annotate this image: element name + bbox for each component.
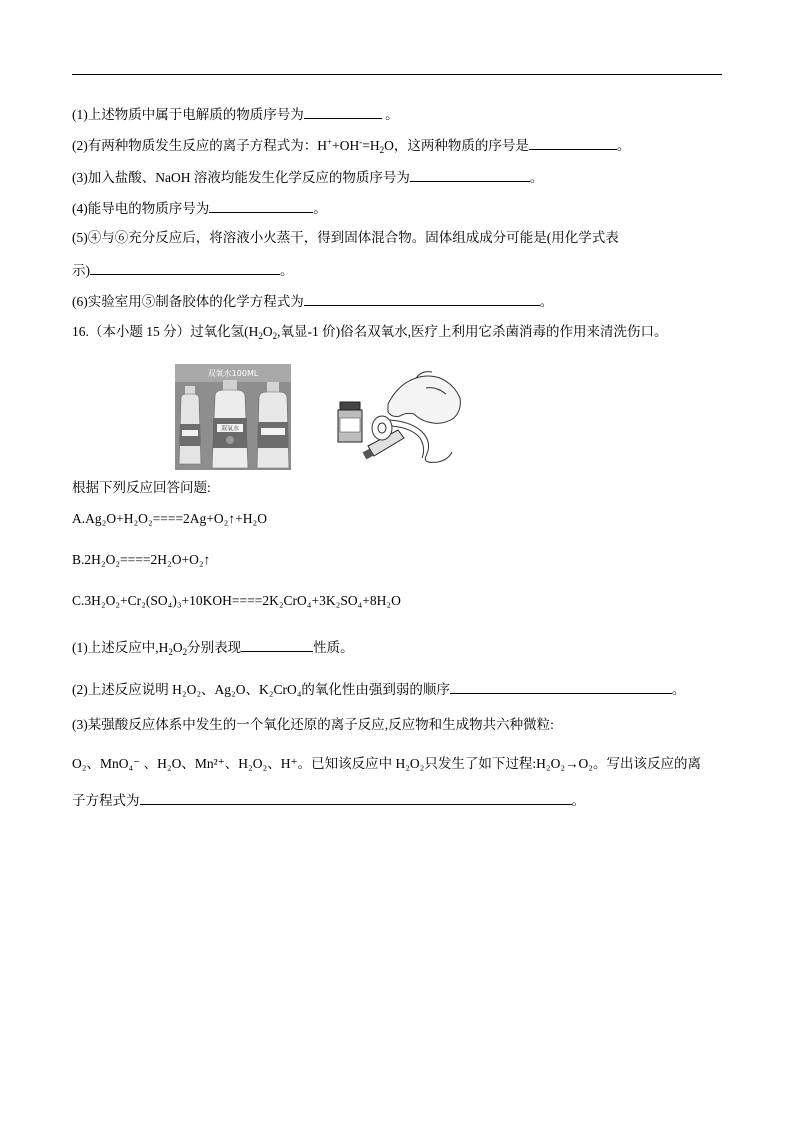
q15-4: (4)能导电的物质序号为 。 [72, 198, 327, 218]
svg-text:双氧水100ML: 双氧水100ML [207, 369, 259, 378]
medicine-bottle-icon [338, 402, 362, 442]
q15-5b: 示) 。 [72, 260, 294, 280]
answer-blank[interactable] [241, 637, 313, 652]
q15-2: (2)有两种物质发生反应的离子方程式为：$H^++OH^-=H_2O$，这两种物质的序号是 。 [72, 137, 631, 155]
q15-5a: (5)④与⑥充分反应后，将溶液小火蒸干，得到固体混合物。固体组成成分可能是(用化学式表 [72, 230, 619, 245]
answer-blank[interactable] [410, 167, 530, 182]
answer-blank[interactable] [140, 790, 572, 805]
answer-blank[interactable] [90, 260, 280, 275]
header-rule [72, 74, 722, 75]
answer-blank[interactable] [529, 135, 617, 150]
q16-3: (3)某强酸反应体系中发生的一个氧化还原的离子反应,反应物和生成物共六种微粒: [72, 717, 554, 732]
bottle-icon [179, 386, 201, 464]
q16-intro: 根据下列反应回答问题: [72, 480, 211, 495]
bottle-icon [212, 380, 248, 468]
answer-blank[interactable] [304, 104, 382, 119]
answer-blank[interactable] [450, 679, 672, 694]
answer-blank[interactable] [209, 198, 313, 213]
q16-1: (1)上述反应中$,H_2O_2$分别表现 性质。 [72, 637, 354, 657]
bottle-icon [257, 382, 289, 468]
q15-1: (1)上述物质中属于电解质的物质序号为 。 [72, 104, 399, 124]
q16-last: 子方程式为 。 [72, 790, 585, 810]
q16-species: O₂、MnO₄⁻ 、H₂O、Mn²⁺、H₂O₂、H⁺。已知该反应中 H₂O₂只发生了如下过程:H₂O₂→O₂。写出该反应的离 [72, 756, 701, 771]
q15-6: (6)实验室用⑤制备胶体的化学方程式为 。 [72, 291, 553, 311]
q15-3: (3)加入盐酸、NaOH 溶液均能发生化学反应的物质序号为 。 [72, 167, 543, 187]
q16-2: (2)上述反应说明 H₂O₂、Ag₂O、K₂CrO₄的氧化性由强到弱的顺序 。 [72, 679, 685, 699]
reaction-c: C.3H₂O₂+Cr₂(SO₄)₃+10KOH====2K₂CrO₄+3K₂SO₄+8H₂O [72, 593, 401, 608]
reaction-a: A.Ag₂O+H₂O₂====2Ag+O₂↑+H₂O [72, 511, 267, 526]
q16-header: 16.（本小题 15 分）过氧化氢($H_2O_2$,氧显-1 价)俗名双氧水,医疗上利用它杀菌消毒的作用来清洗伤口。 [72, 324, 668, 341]
reaction-b: B.2H₂O₂====2H₂O+O₂↑ [72, 552, 211, 567]
svg-text:双氧水: 双氧水 [220, 425, 240, 433]
answer-blank[interactable] [304, 291, 540, 306]
hand-bandage-illustration [328, 364, 466, 470]
hydrogen-peroxide-bottles-photo [175, 364, 291, 470]
